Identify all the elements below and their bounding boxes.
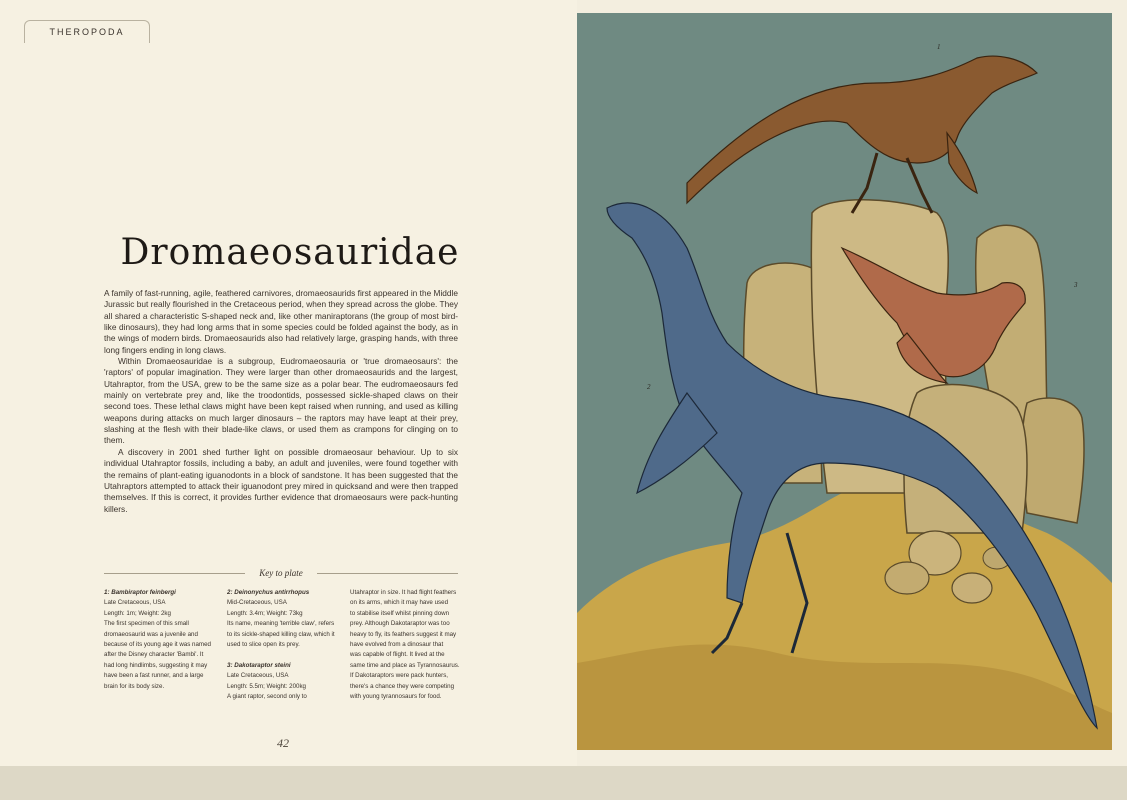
spacer bbox=[227, 650, 337, 660]
key-line: to its sickle-shaped killing claw, which it bbox=[227, 630, 335, 638]
key-line: Mid-Cretaceous, USA bbox=[227, 599, 287, 607]
key-line: dromaeosaurid was a juvenile and bbox=[104, 630, 198, 638]
raptor-body bbox=[687, 56, 1037, 203]
key-line: used to slice open its prey. bbox=[227, 641, 300, 649]
raptor-illustration bbox=[577, 13, 1112, 750]
key-line: Late Cretaceous, USA bbox=[104, 599, 166, 607]
key-entry-heading: 1: Bambiraptor feinbergi bbox=[104, 589, 176, 596]
divider bbox=[104, 573, 245, 574]
bambiraptor-figure bbox=[687, 56, 1037, 213]
rock bbox=[1022, 398, 1084, 523]
key-line: there's a chance they were competing bbox=[350, 682, 455, 690]
key-line: on its arms, which it may have used bbox=[350, 599, 449, 607]
key-line: Late Cretaceous, USA bbox=[227, 672, 289, 680]
key-line: have evolved from a dinosaur that bbox=[350, 641, 444, 649]
divider bbox=[317, 573, 458, 574]
body-paragraph: Within Dromaeosauridae is a subgroup, Eudromaeosauria or 'true dromaeosaurs': the 'raptors' of popular imagination. They were larger than other dromaeosaurids and the largest, Utahraptor, from the USA, grew to be the same size as a polar bear. The eudromaeosaurs fed mainly on vertebrate prey and, like the troodontids, possessed sickle-shaped claws on their second toes. These lethal claws might have been kept raised when running, and used as killing weapons during attacks on much larger dinosaurs – the raptors may have leapt at their prey, slashing at the flesh with their blade-like claws, or used them as crampons for clinging on to them. bbox=[104, 356, 458, 446]
key-line: The first specimen of this small bbox=[104, 620, 189, 628]
key-line: after the Disney character 'Bambi'. It bbox=[104, 651, 204, 659]
plate-marker: 1 bbox=[937, 43, 941, 51]
section-tab bbox=[24, 20, 150, 43]
key-column-3 bbox=[350, 588, 460, 702]
boulder bbox=[885, 562, 929, 594]
key-heading-row bbox=[104, 566, 458, 580]
key-line: brain for its body size. bbox=[104, 682, 165, 690]
key-line: to stabilise itself whilst pinning down bbox=[350, 609, 450, 617]
key-column-1 bbox=[104, 588, 214, 692]
key-line: have been a fast runner, and a large bbox=[104, 672, 204, 680]
key-line: heavy to fly, its feathers suggest it may bbox=[350, 630, 457, 638]
article-title: Dromaeosauridae bbox=[120, 232, 460, 273]
key-to-plate bbox=[104, 588, 458, 718]
key-line: Length: 3.4m; Weight: 73kg bbox=[227, 609, 303, 617]
key-line: with young tyrannosaurs for food. bbox=[350, 693, 442, 701]
page-number: 42 bbox=[277, 736, 289, 750]
key-line: If Dakotaraptors were pack hunters, bbox=[350, 672, 449, 680]
key-line: had long hindlimbs, suggesting it may bbox=[104, 661, 208, 669]
key-line: because of its young age it was named bbox=[104, 641, 211, 649]
key-column-2 bbox=[227, 588, 337, 702]
key-line: same time and place as Tyrannosaurus. bbox=[350, 661, 460, 669]
plate-marker: 2 bbox=[647, 383, 651, 391]
key-line: Length: 5.5m; Weight: 200kg bbox=[227, 682, 306, 690]
key-entry-heading: 2: Deinonychus antirrhopus bbox=[227, 589, 310, 596]
key-entry-heading: 3: Dakotaraptor steini bbox=[227, 661, 291, 669]
key-line: Its name, meaning 'terrible claw', refers bbox=[227, 620, 335, 628]
key-line: Length: 1m; Weight: 2kg bbox=[104, 609, 171, 617]
page-footer-band bbox=[0, 766, 1127, 800]
key-line: prey. Although Dakotaraptor was too bbox=[350, 620, 450, 628]
key-line: was capable of flight. It lived at the bbox=[350, 651, 445, 659]
key-heading: Key to plate bbox=[259, 568, 303, 578]
article-body bbox=[104, 288, 458, 515]
illustration-plate bbox=[577, 13, 1112, 750]
raptor-arm bbox=[947, 133, 977, 193]
boulder bbox=[952, 573, 992, 603]
key-line: Utahraptor in size. It had flight feathers bbox=[350, 589, 457, 596]
plate-marker: 3 bbox=[1074, 281, 1078, 289]
key-line: A giant raptor, second only to bbox=[227, 693, 307, 701]
section-label: THEROPODA bbox=[49, 27, 125, 37]
body-paragraph: A family of fast-running, agile, feathered carnivores, dromaeosaurids first appeared in the Middle Jurassic but really flourished in the Cretaceous period, when they spread across the globe. They all shared a characteristic S-shaped neck and, like other maniraptorans (the group of most bird-like dinosaurs), they had long arms that in some species could be folded against the body, as in the wings of modern birds. Dromaeosaurids also had relatively large, grasping hands, with three long fingers ending in long claws. bbox=[104, 288, 458, 355]
body-paragraph: A discovery in 2001 shed further light on possible dromaeosaur behaviour. Up to six individual Utahraptor fossils, including a baby, an adult and juveniles, were found together with the remains of plant-eating iguanodonts in a block of sandstone. It has been suggested that the Utahraptors attempted to attack their iguanodont prey mired in quicksand and were then trapped themselves. If this is correct, it provides further evidence that dromaeosaurs were pack-hunting killers. bbox=[104, 446, 458, 514]
